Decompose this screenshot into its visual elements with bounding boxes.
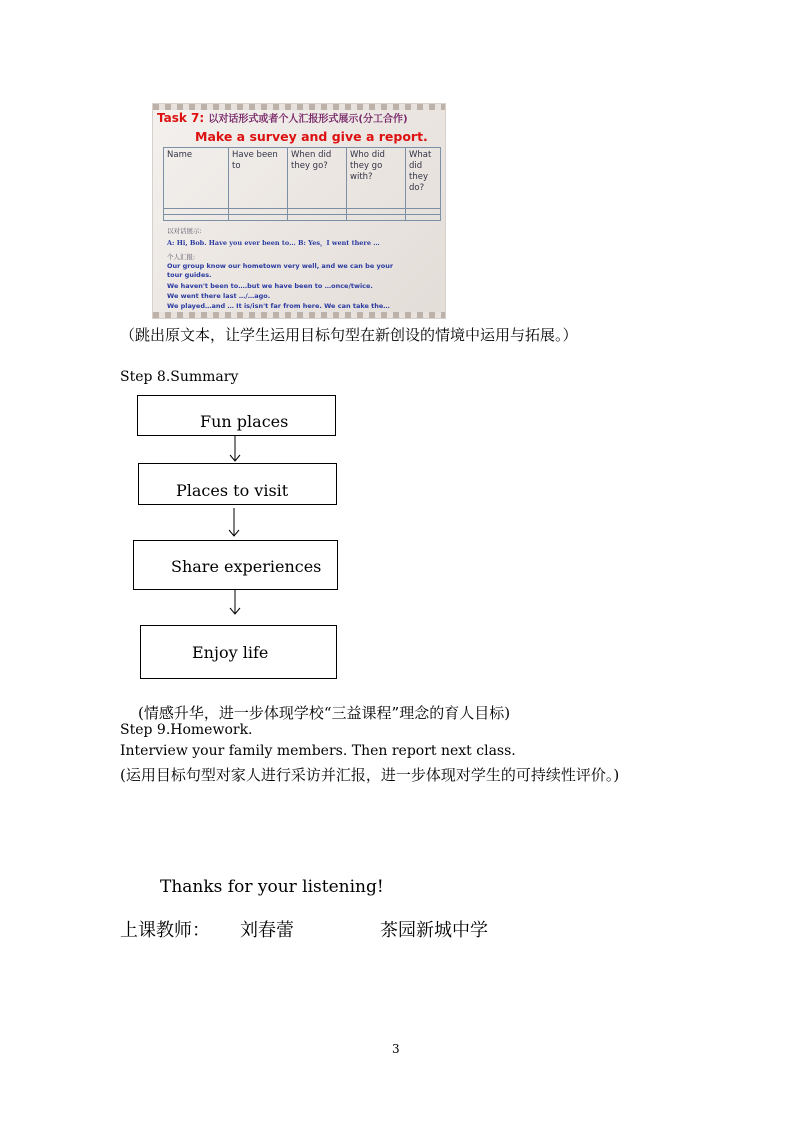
dialogue-line: A: Hi, Bob. Have you ever been to… B: Yes，I went there … — [167, 239, 380, 247]
homework-text: Interview your family members. Then report next class. — [120, 743, 516, 759]
thanks-text: Thanks for your listening! — [160, 877, 384, 897]
task-title — [157, 110, 408, 125]
table-row — [164, 214, 441, 220]
flow-box-enjoy-life — [140, 625, 337, 679]
table-row — [164, 148, 441, 209]
slide-border-bottom — [153, 312, 445, 318]
flow-box-places-to-visit — [138, 463, 337, 505]
report-line: tour guides. — [167, 271, 212, 279]
report-label: 个人汇报: — [167, 253, 196, 261]
flow-label: Fun places — [200, 412, 289, 431]
table-header: Have been to — [229, 148, 288, 209]
survey-table — [163, 147, 441, 221]
task-label: Task 7: — [157, 111, 205, 125]
dialogue-label: 以对话展示: — [167, 227, 202, 235]
report-line: We haven't been to….but we have been to …once/twice. — [167, 282, 373, 290]
flow-label: Enjoy life — [192, 643, 269, 662]
survey-title: Make a survey and give a report. — [195, 129, 428, 144]
report-line: Our group know our hometown very well, and we can be your — [167, 262, 394, 270]
table-header: Who did they go with? — [347, 148, 406, 209]
flow-box-share-experiences — [133, 540, 338, 590]
flow-box-fun-places — [137, 395, 336, 436]
arrow-down-icon — [227, 436, 243, 463]
flow-label: Places to visit — [176, 481, 289, 500]
task-subtitle: 以对话形式或者个人汇报形式展示(分工合作) — [208, 114, 408, 125]
note-evaluation: (运用目标句型对家人进行采访并汇报，进一步体现对学生的可持续性评价。) — [120, 766, 620, 784]
table-header: What did they do? — [406, 148, 441, 209]
page-number: 3 — [392, 1042, 400, 1056]
teacher-label: 上课教师： — [120, 920, 210, 941]
flow-label: Share experiences — [171, 557, 322, 576]
note-emotional-goal: (情感升华，进一步体现学校“三益课程”理念的育人目标) — [138, 704, 511, 722]
teacher-name: 刘春蕾 — [240, 920, 294, 941]
table-header: When did they go? — [288, 148, 347, 209]
report-line: We went there last …/…ago. — [167, 292, 271, 300]
report-line: We played…and … It is/isn't far from here. We can take the… — [167, 302, 390, 310]
arrow-down-icon — [226, 508, 242, 538]
step9-heading: Step 9.Homework. — [120, 722, 253, 738]
note-extension: （跳出原文本，让学生运用目标句型在新创设的情境中运用与拓展。） — [120, 326, 578, 344]
task-slide-photo — [152, 103, 446, 319]
arrow-down-icon — [227, 590, 243, 616]
school-name: 茶园新城中学 — [380, 920, 488, 941]
table-header: Name — [164, 148, 229, 209]
step8-heading: Step 8.Summary — [120, 369, 239, 385]
